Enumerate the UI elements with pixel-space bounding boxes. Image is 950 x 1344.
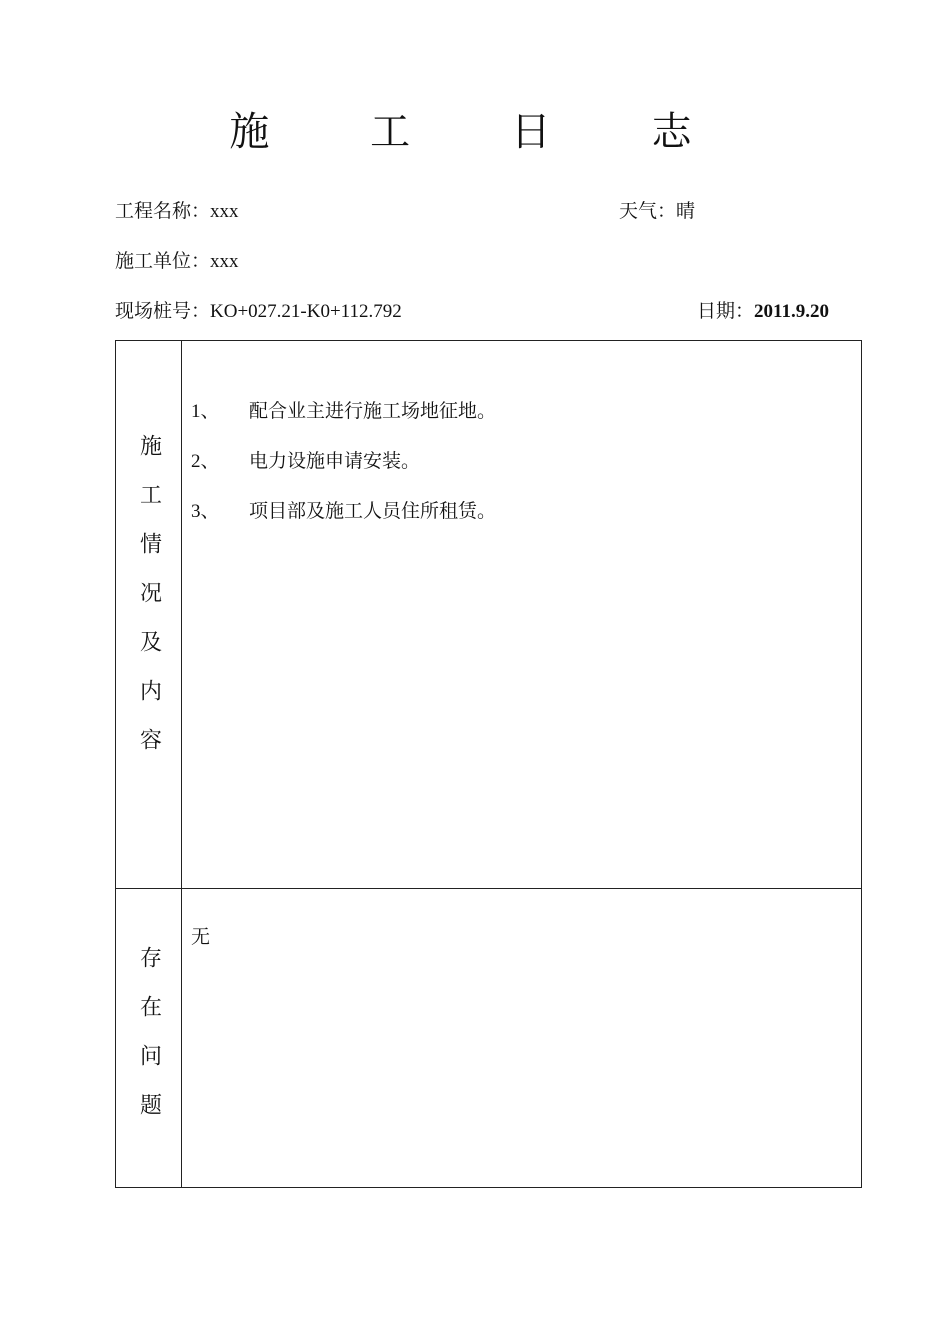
project-name-line	[115, 196, 239, 227]
work-item	[191, 496, 496, 546]
station-label: 现场桩号：	[115, 300, 211, 322]
page-title: 施 工 日 志	[229, 109, 736, 155]
date-line	[697, 296, 829, 327]
station-line	[115, 296, 402, 327]
date-label: 日期：	[697, 300, 755, 322]
construction-unit-value: xxx	[210, 251, 239, 272]
weather-value: 晴	[676, 200, 696, 222]
work-item-number: 3、	[191, 501, 220, 522]
log-table	[115, 340, 862, 1188]
issues-text: 无	[191, 926, 211, 948]
work-item-text: 项目部及施工人员住所租赁。	[249, 500, 497, 522]
work-content-body	[182, 341, 861, 888]
work-item	[191, 396, 496, 446]
date-value: 2011.9.20	[754, 301, 829, 322]
work-item-number: 1、	[191, 401, 220, 422]
construction-unit-label: 施工单位：	[115, 250, 211, 272]
work-item-text: 电力设施申请安装。	[249, 450, 421, 472]
work-item-text: 配合业主进行施工场地征地。	[249, 400, 497, 422]
issues-label-cell	[116, 888, 182, 1187]
project-name-value: xxx	[210, 201, 239, 222]
construction-unit-line	[115, 246, 239, 277]
work-item-number: 2、	[191, 451, 220, 472]
issues-body	[182, 888, 861, 1187]
work-content-label-cell	[116, 341, 182, 888]
weather-label: 天气：	[619, 200, 677, 222]
issues-section	[116, 888, 861, 1187]
station-value: KO+027.21-K0+112.792	[210, 301, 402, 322]
work-content-label: 施工情况及内容	[136, 434, 162, 777]
project-name-label: 工程名称：	[115, 200, 211, 222]
work-list	[191, 396, 496, 546]
issues-label: 存在问题	[136, 945, 162, 1142]
weather-line	[619, 196, 695, 226]
work-content-section	[116, 341, 861, 889]
work-item	[191, 446, 496, 496]
